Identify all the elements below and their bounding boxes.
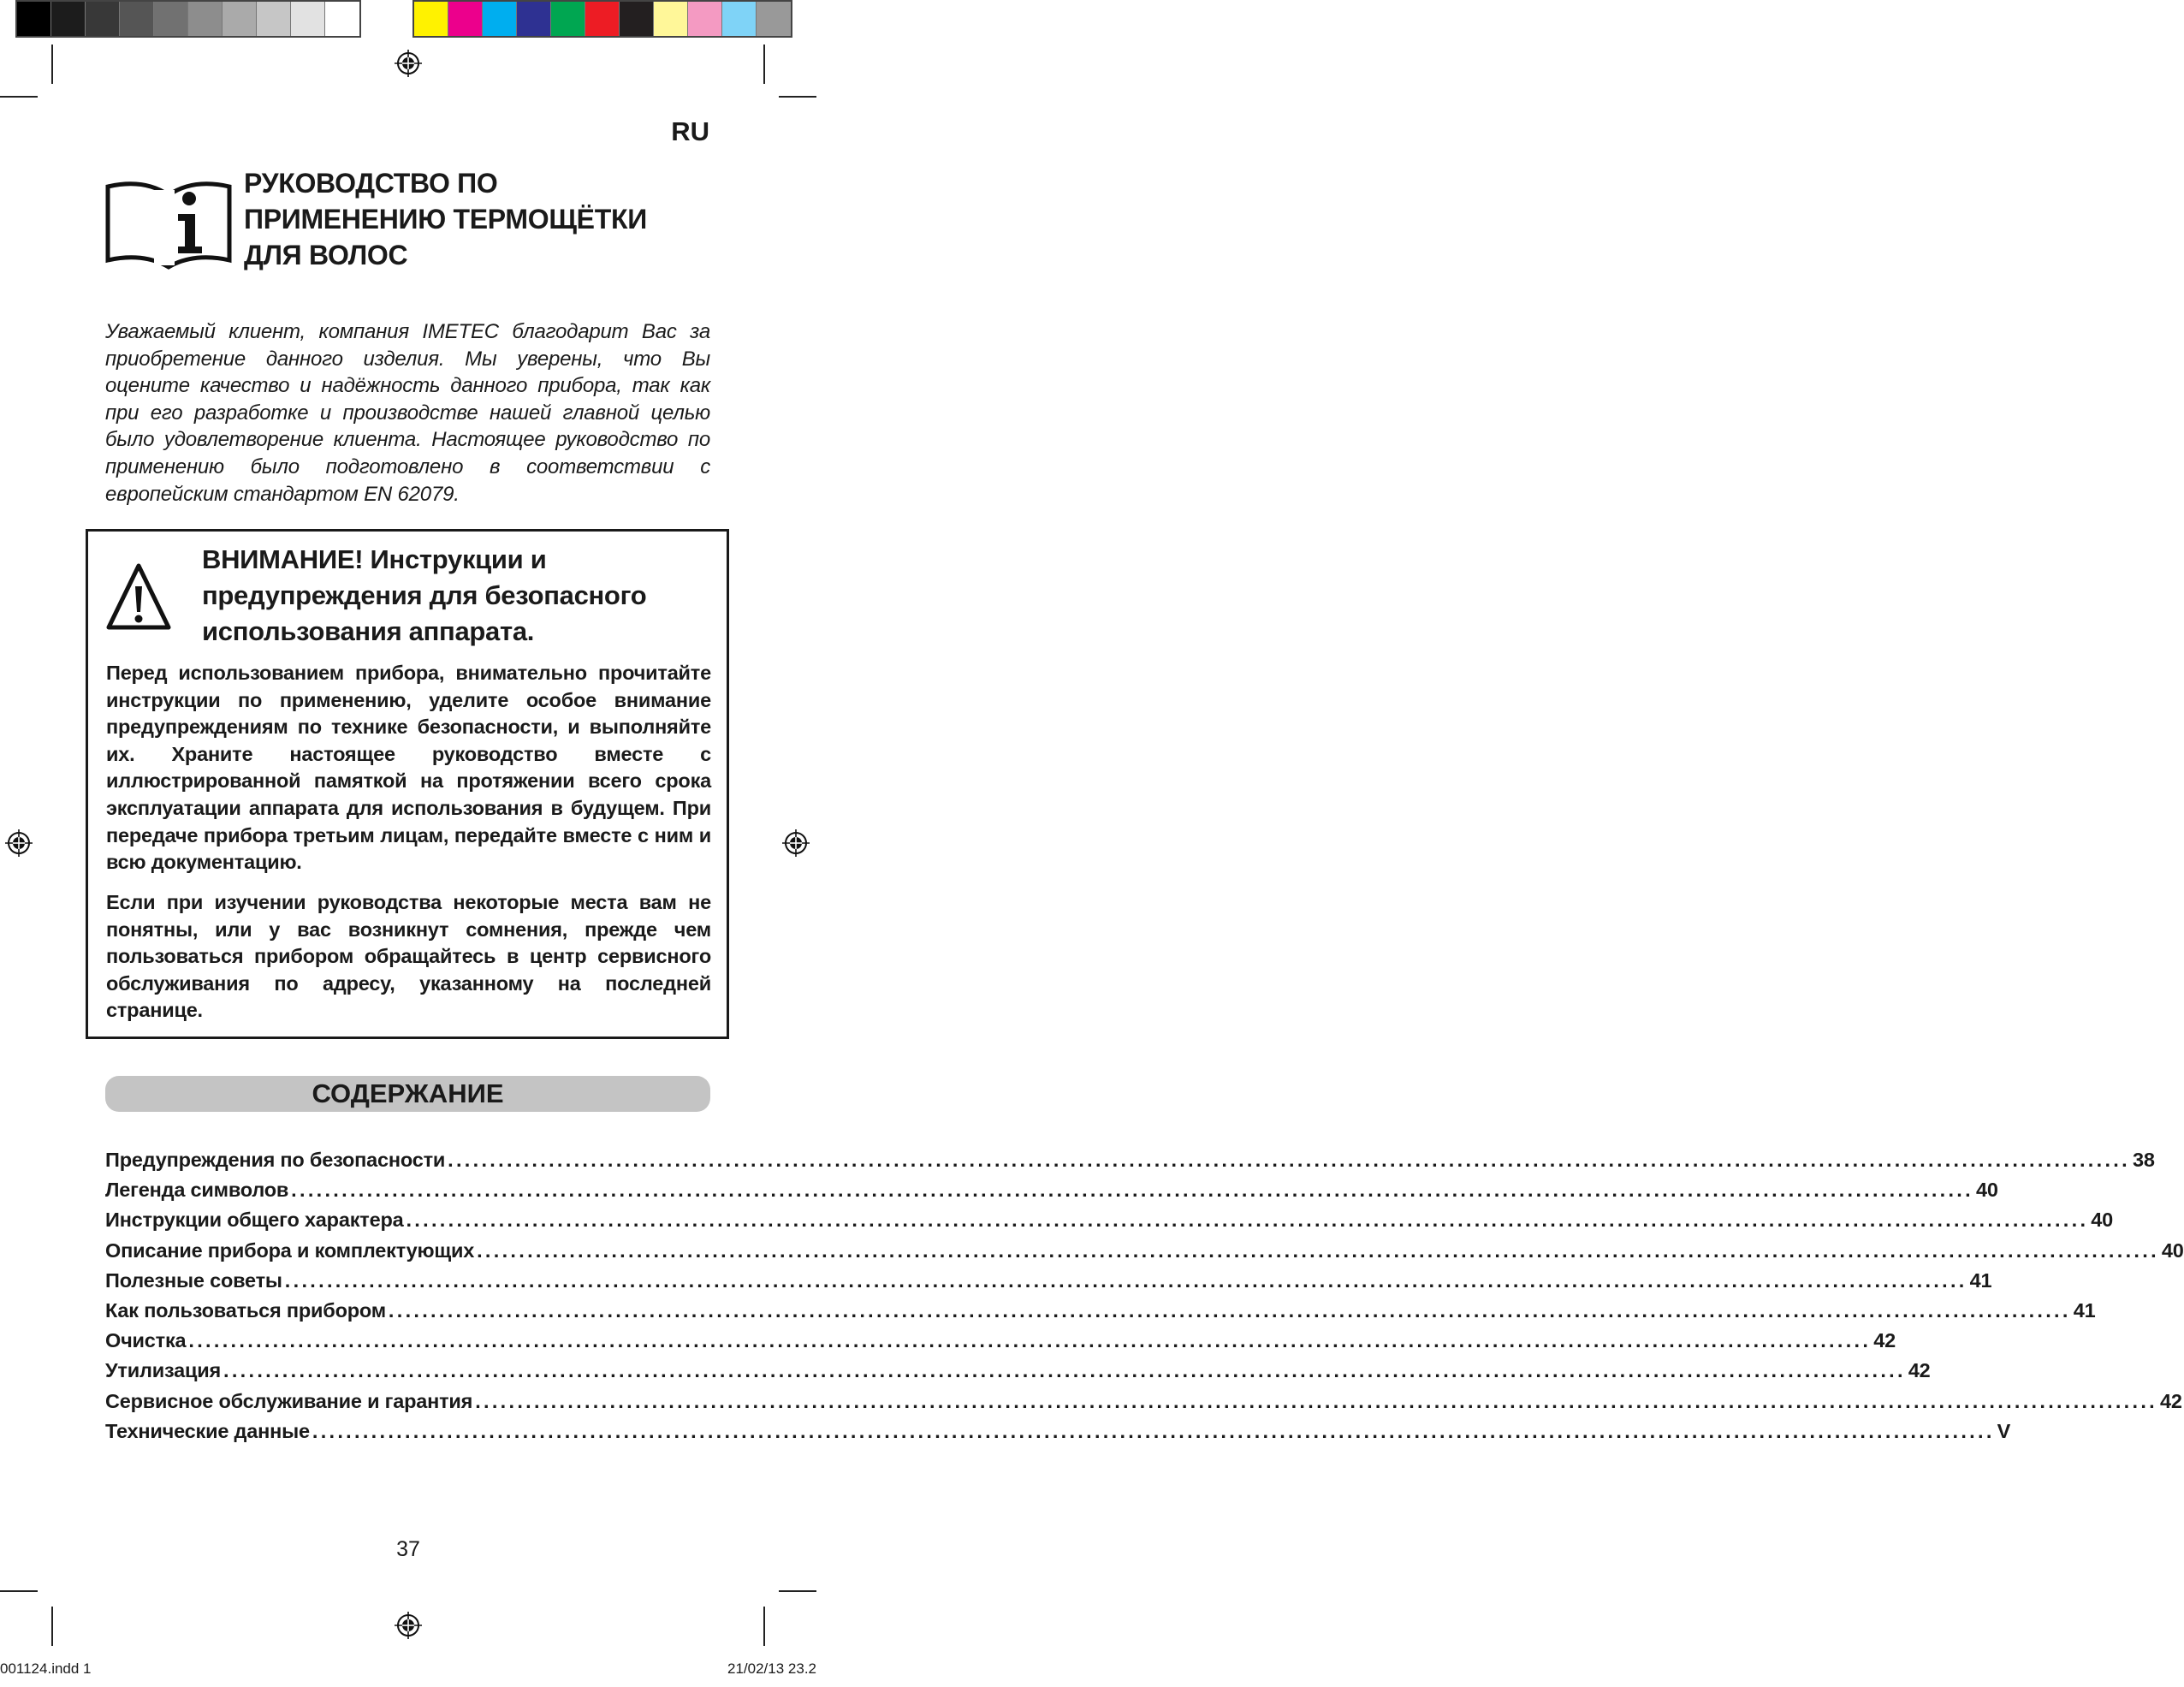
color-swatch [188,2,223,36]
toc-item-page: 42 [1873,1329,1896,1352]
toc-item-page: 40 [2161,1239,2184,1262]
crop-mark [51,45,53,84]
toc-item [105,1138,2155,1173]
warning-title-line: ВНИМАНИЕ! Инструкции и [202,544,547,574]
warning-title [202,542,715,650]
toc-item-page: 42 [2160,1389,2182,1412]
toc-item-page: 42 [1908,1359,1931,1382]
color-swatch [154,2,188,36]
toc-item-page: V [1997,1419,2011,1442]
toc-item-page: 38 [2132,1149,2155,1171]
toc-item-title: Описание прибора и комплектующих [105,1239,475,1262]
toc-leader-dots: ........................................................................................................................................................................................................ [188,1329,1872,1352]
crop-mark [763,1607,765,1646]
color-swatch [448,2,483,36]
warning-paragraph-1: Перед использованием прибора, внимательно прочитайте инструкции по применению, уделите особое внимание предупреждениям по технике безопасности, и выполняйте их. Храните настоящее руководство вместе с иллюстрированной памяткой на протяжении всего срока эксплуатации аппарата для использования в будущем. При передаче прибора третьим лицам, передайте вместе с ним и всю документацию. [106,662,711,874]
language-code: RU [671,116,709,146]
toc-item-title: Сервисное обслуживание и гарантия [105,1389,473,1412]
toc-leader-dots: ........................................................................................................................................................................................................ [475,1389,2157,1412]
toc-item-title: Инструкции общего характера [105,1209,404,1232]
warning-title-line: использования аппарата. [202,616,535,646]
process-color-bar [412,0,792,38]
title-line: РУКОВОДСТВО ПО [244,168,498,199]
color-swatch [291,2,325,36]
toc-item-page: 40 [2091,1209,2114,1232]
toc-item [105,1380,2182,1414]
color-swatch [517,2,551,36]
warning-paragraph-2: Если при изучении руководства некоторые места вам не понятны, или у вас возникнут сомнения, прежде чем пользоваться прибором обращайтесь в центр сервисного обслуживания по адресу, указанному на последней странице. [106,891,711,1022]
crop-mark [779,1590,816,1592]
color-swatch [757,2,791,36]
safety-warning-box [86,529,729,1039]
toc-item [105,1229,2184,1263]
toc-leader-dots: ........................................................................................................................................................................................................ [388,1299,2071,1322]
color-swatch [257,2,291,36]
toc-item-title: Очистка [105,1329,187,1352]
color-swatch [654,2,688,36]
toc-leader-dots: ........................................................................................................................................................................................................ [448,1149,2130,1171]
toc-item-page: 41 [1969,1268,1992,1292]
toc-item [105,1349,1931,1383]
toc-leader-dots: ........................................................................................................................................................................................................ [312,1419,1995,1442]
toc-leader-dots: ........................................................................................................................................................................................................ [477,1239,2159,1262]
toc-leader-dots: ........................................................................................................................................................................................................ [284,1268,1967,1292]
color-swatch [551,2,585,36]
registration-mark-icon [394,49,423,78]
color-swatch [722,2,757,36]
toc-item-title: Технические данные [105,1419,310,1442]
toc-leader-dots: ........................................................................................................................................................................................................ [291,1179,1973,1202]
title-line: ПРИМЕНЕНИЮ ТЕРМОЩЁТКИ [244,204,647,235]
crop-mark [0,96,38,98]
color-swatch [620,2,654,36]
footer-date: 21/02/13 23.2 [727,1660,816,1677]
color-swatch [17,2,51,36]
grayscale-color-bar [15,0,361,38]
crop-mark [779,96,816,98]
color-swatch [120,2,154,36]
color-swatch [688,2,722,36]
info-book-icon [104,171,233,267]
toc-item-title: Легенда символов [105,1179,289,1202]
toc-item [105,1198,2114,1233]
crop-mark [51,1607,53,1646]
registration-mark-icon [4,829,33,858]
toc-item [105,1289,2096,1323]
registration-mark-icon [394,1611,423,1640]
document-title [244,165,723,273]
toc-item-page: 40 [1975,1179,1998,1202]
color-swatch [51,2,86,36]
color-swatch [223,2,257,36]
color-swatch [414,2,448,36]
toc-item-title: Полезные советы [105,1268,282,1292]
toc-leader-dots: ........................................................................................................................................................................................................ [406,1209,2089,1232]
footer-file-name: 001124.indd 1 [0,1660,92,1677]
toc-item [105,1259,1992,1293]
color-swatch [325,2,359,36]
toc-item [105,1319,1896,1353]
color-swatch [483,2,517,36]
toc-item-title: Предупреждения по безопасности [105,1149,446,1171]
toc-item-title: Как пользоваться прибором [105,1299,386,1322]
toc-item-page: 41 [2073,1299,2096,1322]
toc-item [105,1168,1998,1203]
toc-item-title: Утилизация [105,1359,221,1382]
page-number: 37 [396,1537,420,1561]
toc-leader-dots: ........................................................................................................................................................................................................ [223,1359,1906,1382]
toc-header: СОДЕРЖАНИЕ [105,1076,710,1112]
registration-mark-icon [781,829,810,858]
title-line: ДЛЯ ВОЛОС [244,240,408,270]
color-swatch [86,2,120,36]
crop-mark [763,45,765,84]
toc-item [105,1410,2011,1444]
crop-mark [0,1590,38,1592]
color-swatch [585,2,620,36]
warning-title-line: предупреждения для безопасного [202,580,647,610]
intro-paragraph: Уважаемый клиент, компания IMETEC благодарит Вас за приобретение данного изделия. Мы уверены, что Вы оцените качество и надёжность данного прибора, так как при его разработке и производстве нашей главной целью было удовлетворение клиента. Настоящее руководство по применению было подготовлено в соответствии с европейским стандартом EN 62079. [105,320,710,506]
warning-triangle-icon [105,561,172,634]
